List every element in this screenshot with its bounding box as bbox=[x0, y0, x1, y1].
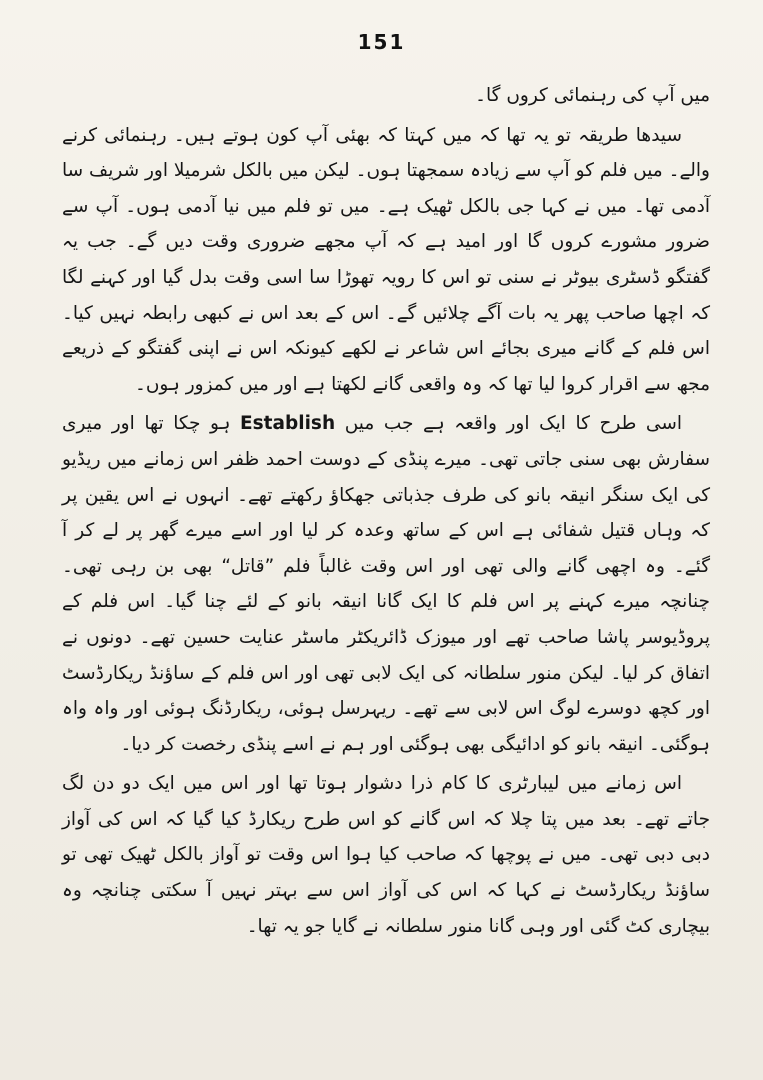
paragraph-3-rest: ہو چکا تھا اور میری سفارش بھی سنی جاتی تھی۔ میرے پنڈی کے دوست احمد ظفر اس زمانے میں ریڈیو کی ایک سنگر انیقہ بانو کی طرف جذباتی جھکاؤ رکھتے تھے۔ انہوں نے اس یقین پر کہ وہاں قتیل شفائی ہے اس کے ساتھ وعدہ کر لیا اور اسے میرے گھر پر لے کر آ گئے۔ وہ اچھی گانے والی تھی اور اس وقت غالباً فلم ”قاتل“ بھی بن رہی تھی۔ چنانچہ میرے کہنے پر اس فلم کا ایک گانا انیقہ بانو کے لئے چنا گیا۔ اس فلم کے پروڈیوسر پاشا صاحب تھے اور میوزک ڈائریکٹر ماسٹر عنایت حسین تھے۔ دونوں نے اتفاق کر لیا۔ لیکن منور سلطانہ کی ایک لابی تھی اور اس فلم کے ساؤنڈ ریکارڈسٹ اور کچھ دوسرے لوگ اس لابی سے تھے۔ ریہرسل ہوئی، ریکارڈنگ ہوئی اور واہ واہ ہوگئی۔ انیقہ بانو کو ادائیگی بھی ہوگئی اور ہم نے اسے پنڈی رخصت کر دیا۔ bbox=[62, 413, 710, 755]
page-body-text bbox=[62, 78, 710, 948]
paragraph-2: سیدھا طریقہ تو یہ تھا کہ میں کہتا کہ بھئی آپ کون ہوتے ہیں۔ رہنمائی کرنے والے۔ میں فلم کو آپ سے زیادہ سمجھتا ہوں۔ لیکن میں بالکل شرمیلا اور شریف سا آدمی تھا۔ میں نے کہا جی بالکل ٹھیک ہے۔ میں تو فلم میں نیا آدمی ہوں۔ آپ سے ضرور مشورے کروں گا اور امید ہے کہ آپ مجھے ضروری وقت دیں گے۔ جب یہ گفتگو ڈسٹری بیوٹر نے سنی تو اس کا رویہ تھوڑا سا اسی وقت بدل گیا اور کہنے لگا کہ اچھا صاحب پھر یہ بات آگے چلائیں گے۔ اس کے بعد اس نے کبھی رابطہ نہیں کیا۔ اس فلم کے گانے میری بجائے اس شاعر نے لکھے کیونکہ اس نے اپنی گفتگو کے ذریعے مجھ سے اقرار کروا لیا تھا کہ وہ واقعی گانے لکھتا ہے اور میں کمزور ہوں۔ bbox=[62, 124, 710, 395]
paragraph-4: اس زمانے میں لیبارٹری کا کام ذرا دشوار ہوتا تھا اور اس میں ایک دو دن لگ جاتے تھے۔ بعد میں پتا چلا کہ اس گانے کو اس طرح ریکارڈ کیا گیا کہ اس کی آواز دبی دبی تھی۔ میں نے پوچھا کہ صاحب کیا ہوا اس وقت تو آواز بالکل ٹھیک تھی تو ساؤنڈ ریکارڈسٹ نے کہا کہ اس کی آواز اس سے بہتر نہیں آ سکتی چنانچہ وہ بیچاری کٹ گئی اور وہی گانا منور سلطانہ نے گایا جو یہ تھا۔ bbox=[62, 773, 710, 937]
paragraph-3 bbox=[62, 406, 710, 762]
paragraph-3-latin-word: Establish bbox=[240, 413, 336, 435]
paragraph-1: میں آپ کی رہنمائی کروں گا۔ bbox=[475, 85, 710, 106]
page-number: 151 bbox=[357, 30, 406, 54]
paragraph-3-start: اسی طرح کا ایک اور واقعہ ہے جب میں bbox=[344, 413, 682, 435]
